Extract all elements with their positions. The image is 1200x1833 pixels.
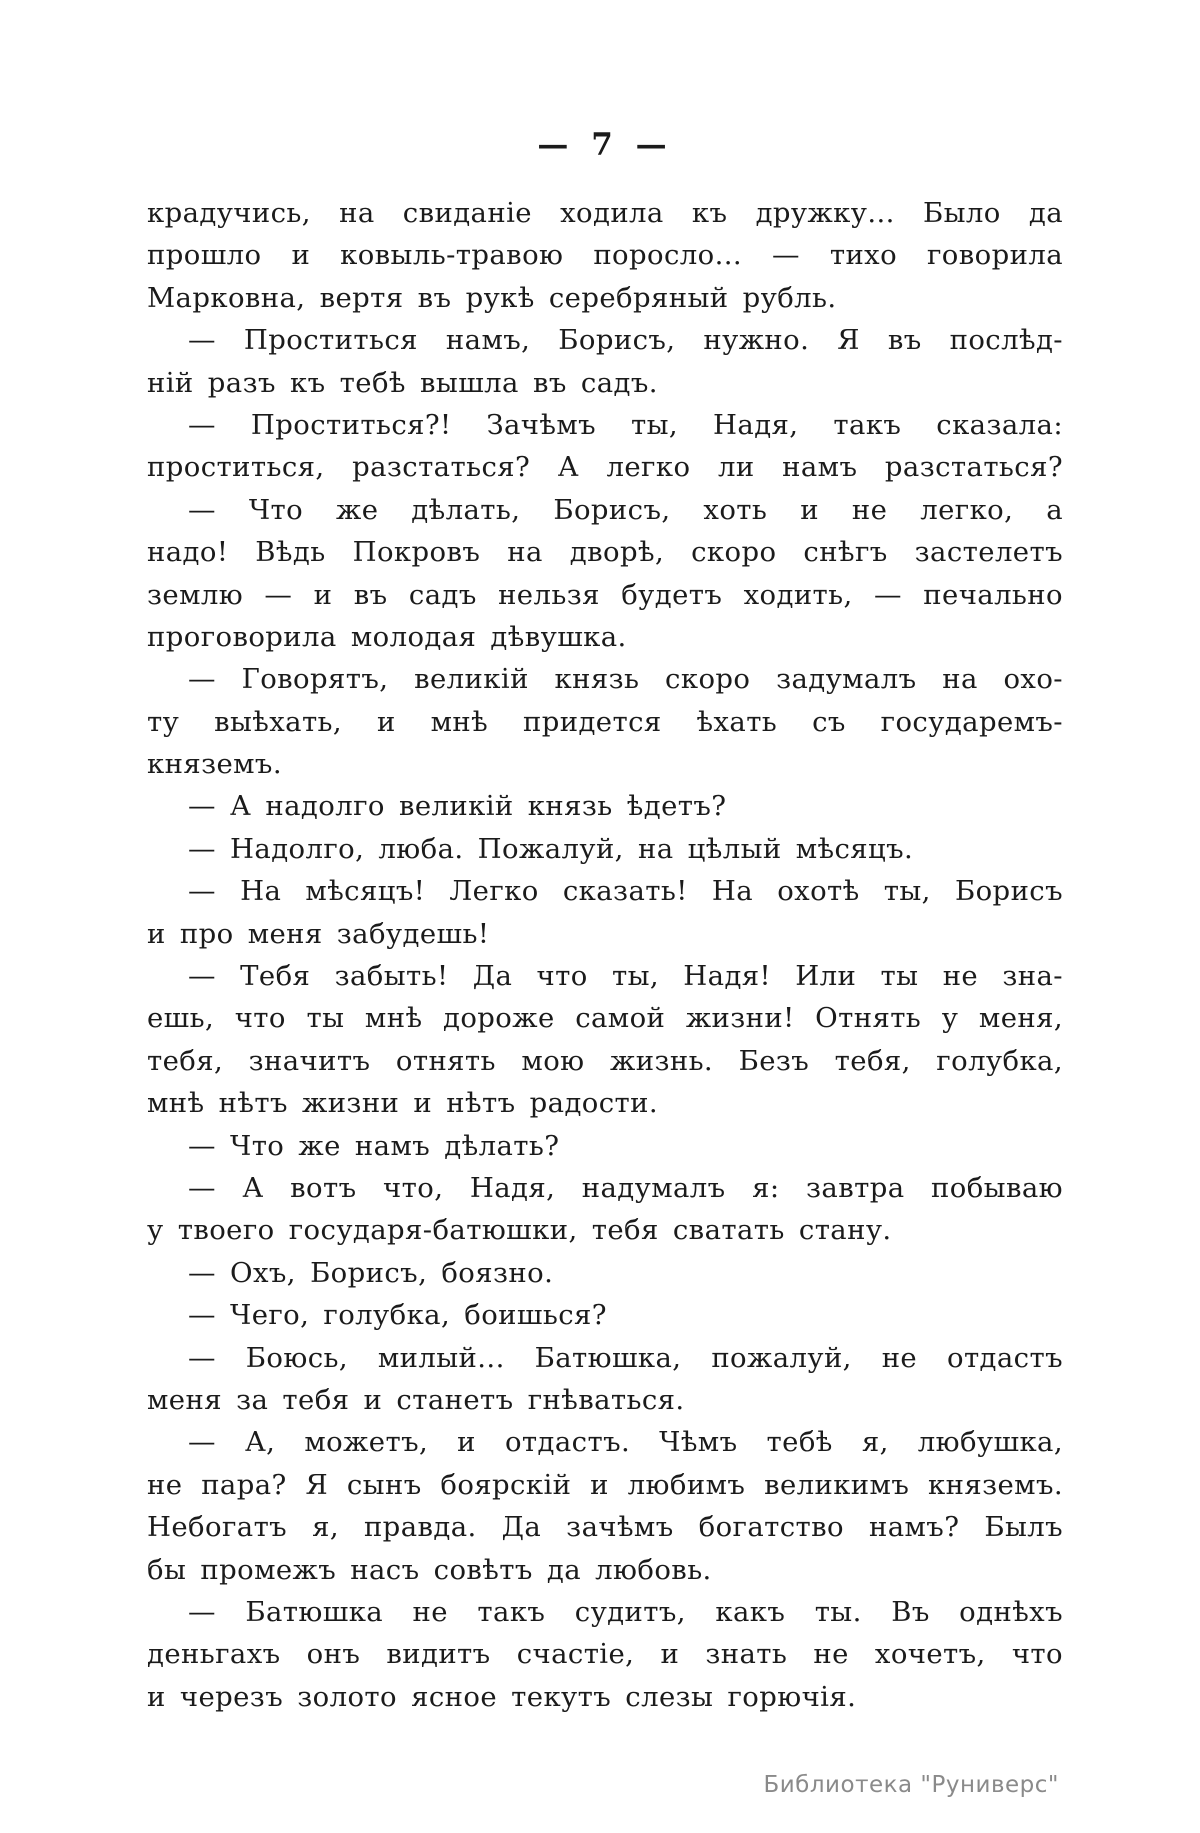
- paragraph: [147, 828, 1063, 870]
- text-line: не пара? Я сынъ боярскій и любимъ великимъ княземъ.: [147, 1468, 1063, 1501]
- text-line: Марковна, вертя въ рукѣ серебряный рубль.: [147, 281, 837, 314]
- paragraph: [147, 404, 1063, 489]
- text-line: ту выѣхать, и мнѣ придется ѣхать съ государемъ-: [147, 705, 1063, 738]
- paragraph: [147, 1125, 1063, 1167]
- paragraph: [147, 1252, 1063, 1294]
- paragraph: [147, 1591, 1063, 1718]
- paragraph: [147, 1167, 1063, 1252]
- text-line: — Говорятъ, великій князь скоро задумалъ на охо-: [188, 663, 1063, 696]
- text-line: проститься, разстаться? А легко ли намъ разстаться?: [147, 451, 1063, 484]
- text-line: ній разъ къ тебѣ вышла въ садъ.: [147, 366, 658, 399]
- text-line: мнѣ нѣтъ жизни и нѣтъ радости.: [147, 1087, 659, 1120]
- text-line: меня за тебя и станетъ гнѣваться.: [147, 1383, 685, 1416]
- text-line: прошло и ковыль-травою поросло... — тихо говорила: [147, 239, 1063, 272]
- paragraph: [147, 955, 1063, 1125]
- paragraph: [147, 1421, 1063, 1591]
- text-line: ешь, что ты мнѣ дороже самой жизни! Отнять у меня,: [147, 1002, 1063, 1035]
- paragraph: [147, 1294, 1063, 1336]
- text-line: — А вотъ что, Надя, надумалъ я: завтра побываю: [188, 1171, 1063, 1204]
- text-line: — Что же намъ дѣлать?: [188, 1129, 560, 1162]
- text-line: крадучись, на свиданіе ходила къ дружку... Было да: [147, 197, 1063, 229]
- text-line: — А, можетъ, и отдастъ. Чѣмъ тебѣ я, любушка,: [188, 1426, 1063, 1459]
- paragraph: [147, 489, 1063, 659]
- text-line: тебя, значитъ отнять мою жизнь. Безъ тебя, голубка,: [147, 1044, 1063, 1077]
- library-watermark: Библиотека "Руниверс": [763, 1772, 1059, 1798]
- text-line: землю — и въ садъ нельзя будетъ ходить, — печально: [147, 578, 1063, 611]
- text-line: — Надолго, люба. Пожалуй, на цѣлый мѣсяцъ.: [188, 832, 914, 865]
- paragraph: [147, 192, 1063, 319]
- paragraph: [147, 1337, 1063, 1422]
- text-line: — А надолго великій князь ѣдетъ?: [188, 790, 727, 823]
- page-number: — 7 —: [537, 127, 673, 163]
- text-line: у твоего государя-батюшки, тебя сватать стану.: [147, 1214, 892, 1247]
- text-line: бы промежъ насъ совѣтъ да любовь.: [147, 1553, 712, 1586]
- text-line: — Батюшка не такъ судитъ, какъ ты. Въ однѣхъ: [188, 1595, 1063, 1628]
- paragraph: [147, 319, 1063, 404]
- text-line: Небогатъ я, правда. Да зачѣмъ богатство намъ? Былъ: [147, 1511, 1063, 1544]
- text-line: — На мѣсяцъ! Легко сказать! На охотѣ ты, Борисъ: [188, 875, 1063, 908]
- paragraph: [147, 785, 1063, 827]
- text-line: — Боюсь, милый... Батюшка, пожалуй, не отдастъ: [188, 1341, 1063, 1374]
- text-line: надо! Вѣдь Покровъ на дворѣ, скоро снѣгъ застелетъ: [147, 536, 1063, 569]
- text-line: и про меня забудешь!: [147, 917, 490, 950]
- text-line: и черезъ золото ясное текутъ слезы горючія.: [147, 1680, 857, 1713]
- text-line: — Чего, голубка, боишься?: [188, 1299, 607, 1332]
- text-block: [147, 192, 1063, 1718]
- paragraph: [147, 658, 1063, 785]
- text-line: — Проститься?! Зачѣмъ ты, Надя, такъ сказала:: [188, 408, 1063, 441]
- text-line: — Проститься намъ, Борисъ, нужно. Я въ послѣд-: [188, 324, 1063, 357]
- text-line: проговорила молодая дѣвушка.: [147, 620, 627, 653]
- text-line: — Тебя забыть! Да что ты, Надя! Или ты не зна-: [188, 960, 1063, 993]
- text-line: деньгахъ онъ видитъ счастіе, и знать не хочетъ, что: [147, 1638, 1063, 1671]
- paragraph: [147, 870, 1063, 955]
- text-line: — Охъ, Борисъ, боязно.: [188, 1256, 554, 1289]
- text-line: княземъ.: [147, 748, 282, 781]
- text-line: — Что же дѣлать, Борисъ, хоть и не легко, а: [188, 493, 1063, 526]
